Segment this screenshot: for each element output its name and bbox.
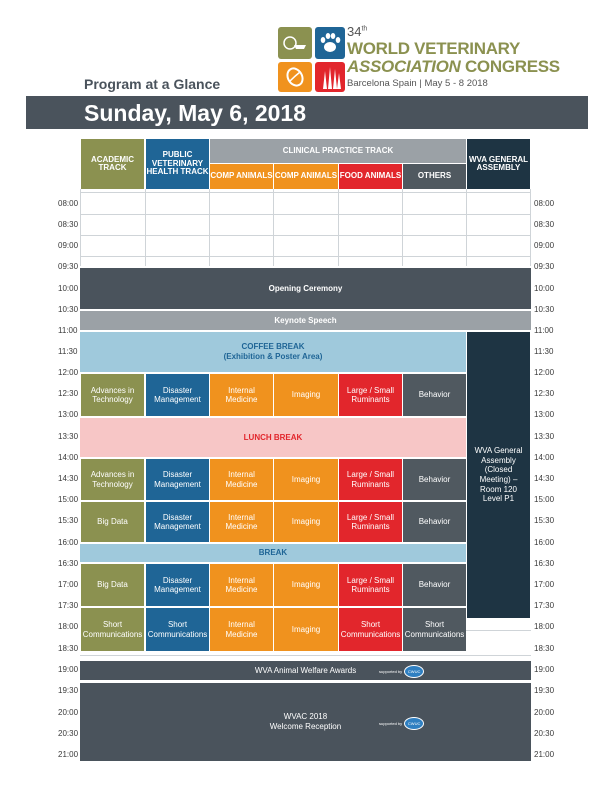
time-label: 08:30: [534, 220, 555, 229]
session-public-r2: Disaster Management: [146, 459, 209, 500]
paw-icon: [319, 31, 341, 55]
grid-vline: [273, 189, 274, 266]
conference-title-line1: WORLD VETERINARY: [347, 39, 521, 58]
time-label: 08:00: [534, 199, 555, 208]
time-label: 17:30: [58, 601, 79, 610]
session-comp1-r1: Internal Medicine: [210, 374, 273, 416]
time-label: 19:00: [534, 665, 555, 674]
opening-ceremony-label: Opening Ceremony: [268, 283, 343, 293]
time-label: 16:30: [58, 559, 79, 568]
session-public-r5: Short Communications: [146, 608, 209, 651]
time-label: 09:30: [58, 262, 79, 271]
conference-title-line2: [347, 58, 560, 75]
grid-line: [466, 630, 531, 631]
session-comp1-r3: Internal Medicine: [210, 502, 273, 542]
session-food-r2: Large / Small Ruminants: [339, 459, 402, 500]
reception-supported-by: supported by: [379, 721, 403, 726]
coffee-break-sublabel: (Exhibition & Poster Area): [223, 352, 323, 361]
session-academic-r5: Short Communications: [81, 608, 144, 651]
time-label: 20:30: [534, 729, 555, 738]
keynote-speech-label: Keynote Speech: [274, 315, 337, 325]
general-assembly-session-label: WVA General Assembly (Closed Meeting) – Room 120 Level P1: [474, 446, 523, 504]
time-label: 15:30: [534, 516, 555, 525]
session-academic-r4: Big Data: [81, 564, 144, 606]
time-label: 18:30: [58, 644, 79, 653]
lunch-break-label: LUNCH BREAK: [243, 432, 303, 442]
time-label: 15:30: [58, 516, 79, 525]
grid-line: [80, 192, 531, 193]
session-comp2-r2: Imaging: [274, 459, 338, 500]
general-assembly-session: [467, 332, 530, 618]
time-label: 16:00: [58, 538, 79, 547]
session-public-r1: Disaster Management: [146, 374, 209, 416]
header-general-assembly: WVA GENERAL ASSEMBLY: [467, 139, 530, 189]
time-label: 11:00: [534, 326, 554, 335]
reception-sponsor: [379, 717, 424, 730]
animals-icon: [282, 33, 308, 53]
day-title: Sunday, May 6, 2018: [84, 100, 307, 126]
conference-title-association: ASSOCIATION: [347, 57, 461, 76]
time-label: 14:00: [534, 453, 555, 462]
session-comp2-r4: Imaging: [274, 564, 338, 606]
animal-welfare-awards-label: WVA Animal Welfare Awards: [254, 665, 357, 675]
time-label: 15:00: [534, 495, 555, 504]
time-label: 17:30: [534, 601, 555, 610]
time-label: 17:00: [58, 580, 79, 589]
edition-suffix: th: [361, 25, 368, 33]
grid-vline: [80, 189, 81, 266]
grid-vline: [466, 189, 467, 266]
grid-line: [80, 256, 531, 257]
time-label: 10:30: [534, 305, 555, 314]
time-label: 12:00: [534, 368, 555, 377]
sponsor-logo-icon: CWUC: [404, 717, 424, 730]
header-academic-track: ACADEMIC TRACK: [81, 139, 144, 189]
session-academic-r1: Advances in Technology: [81, 374, 144, 416]
lunch-break-band: [80, 418, 466, 457]
time-label: 09:00: [534, 241, 555, 250]
welcome-reception-band: [80, 683, 531, 761]
session-others-r2: Behavior: [403, 459, 466, 500]
session-comp1-r2: Internal Medicine: [210, 459, 273, 500]
time-label: 18:00: [534, 622, 555, 631]
session-comp2-r3: Imaging: [274, 502, 338, 542]
time-label: 19:00: [58, 665, 79, 674]
header-public-health-track: PUBLIC VETERINARY HEALTH TRACK: [146, 139, 209, 189]
session-food-r3: Large / Small Ruminants: [339, 502, 402, 542]
grid-line: [80, 655, 531, 656]
time-label: 14:30: [534, 474, 555, 483]
time-label: 14:30: [58, 474, 79, 483]
session-others-r4: Behavior: [403, 564, 466, 606]
time-label: 09:30: [534, 262, 555, 271]
conference-title-congress: CONGRESS: [464, 57, 560, 76]
time-label: 13:00: [534, 410, 555, 419]
grid-vline: [145, 189, 146, 266]
awards-supported-by: supported by: [379, 669, 403, 674]
time-label: 19:30: [534, 686, 555, 695]
grid-vline: [338, 189, 339, 266]
session-comp1-r4: Internal Medicine: [210, 564, 273, 606]
session-others-r3: Behavior: [403, 502, 466, 542]
seed-icon: [284, 66, 306, 88]
program-at-a-glance-label: Program at a Glance: [84, 76, 221, 92]
keynote-speech-band: [80, 311, 531, 330]
grid-vline: [209, 189, 210, 266]
conference-edition: [347, 24, 367, 39]
session-public-r4: Disaster Management: [146, 564, 209, 606]
grid-line: [80, 214, 531, 215]
sagrada-familia-icon: [320, 65, 342, 89]
grid-vline: [530, 189, 531, 266]
header-food-animals: FOOD ANIMALS: [339, 164, 402, 189]
session-others-r5: Short Communications: [403, 608, 466, 651]
break-band: [80, 544, 466, 562]
welcome-reception-title: WVAC 2018: [283, 712, 328, 722]
session-academic-r2: Advances in Technology: [81, 459, 144, 500]
session-comp2-r5: Imaging: [274, 608, 338, 651]
header-comp-animals-1: COMP ANIMALS: [210, 164, 273, 189]
time-label: 11:30: [534, 347, 554, 356]
coffee-break-label: COFFEE BREAK: [241, 342, 305, 352]
time-label: 16:30: [534, 559, 555, 568]
awards-sponsor: [379, 665, 424, 678]
sponsor-logo-icon: CWUC: [404, 665, 424, 678]
conference-location-dates: Barcelona Spain | May 5 - 8 2018: [347, 78, 488, 89]
time-label: 08:30: [58, 220, 79, 229]
grid-vline: [402, 189, 403, 266]
time-label: 10:30: [58, 305, 79, 314]
coffee-break-band: [80, 332, 466, 372]
break-label: BREAK: [258, 548, 288, 558]
header-clinical-practice-track: CLINICAL PRACTICE TRACK: [210, 139, 466, 163]
edition-number: 34: [347, 24, 362, 39]
time-label: 21:00: [58, 750, 79, 759]
time-label: 10:00: [534, 284, 555, 293]
time-label: 12:00: [58, 368, 79, 377]
session-others-r1: Behavior: [403, 374, 466, 416]
time-label: 20:30: [58, 729, 79, 738]
time-label: 11:00: [58, 326, 78, 335]
time-label: 17:00: [534, 580, 555, 589]
time-label: 12:30: [58, 389, 79, 398]
opening-ceremony-band: [80, 268, 531, 309]
header-others: OTHERS: [403, 164, 466, 189]
session-food-r5: Short Communications: [339, 608, 402, 651]
time-label: 08:00: [58, 199, 79, 208]
session-food-r4: Large / Small Ruminants: [339, 564, 402, 606]
time-label: 18:00: [58, 622, 79, 631]
time-label: 19:30: [58, 686, 79, 695]
time-label: 13:00: [58, 410, 79, 419]
time-label: 09:00: [58, 241, 79, 250]
session-academic-r3: Big Data: [81, 502, 144, 542]
time-label: 13:30: [534, 432, 555, 441]
session-public-r3: Disaster Management: [146, 502, 209, 542]
time-label: 10:00: [58, 284, 79, 293]
time-label: 20:00: [58, 708, 79, 717]
time-label: 14:00: [58, 453, 79, 462]
session-comp2-r1: Imaging: [274, 374, 338, 416]
time-label: 13:30: [58, 432, 79, 441]
welcome-reception-subtitle: Welcome Reception: [269, 722, 342, 731]
time-label: 16:00: [534, 538, 555, 547]
time-label: 11:30: [58, 347, 78, 356]
time-label: 20:00: [534, 708, 555, 717]
time-label: 12:30: [534, 389, 555, 398]
animal-welfare-awards-band: [80, 661, 531, 680]
time-label: 15:00: [58, 495, 79, 504]
session-food-r1: Large / Small Ruminants: [339, 374, 402, 416]
time-label: 21:00: [534, 750, 555, 759]
grid-line: [80, 235, 531, 236]
header-comp-animals-2: COMP ANIMALS: [274, 164, 338, 189]
time-label: 18:30: [534, 644, 555, 653]
session-comp1-r5: Internal Medicine: [210, 608, 273, 651]
